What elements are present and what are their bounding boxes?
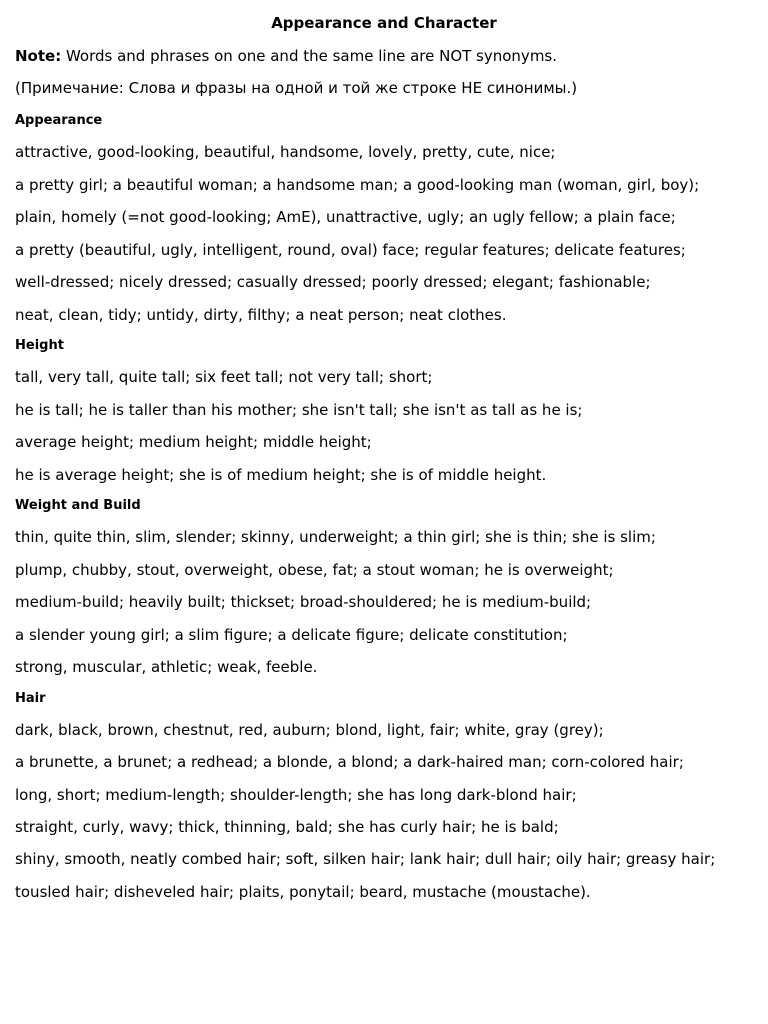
vocabulary-line: a pretty girl; a beautiful woman; a handsome man; a good-looking man (woman, girl, boy); [15, 175, 700, 194]
vocabulary-line: a pretty (beautiful, ugly, intelligent, round, oval) face; regular features; delicate features; [15, 240, 686, 259]
vocabulary-line: he is tall; he is taller than his mother; she isn't tall; she isn't as tall as he is; [15, 400, 583, 419]
vocabulary-line: shiny, smooth, neatly combed hair; soft, silken hair; lank hair; dull hair; oily hair; greasy hair; [15, 849, 716, 868]
vocabulary-line: he is average height; she is of medium height; she is of middle height. [15, 465, 547, 484]
note-label: Note: [15, 47, 62, 65]
vocabulary-list [15, 720, 751, 902]
page-title: Appearance and Character [271, 14, 497, 32]
section-heading: Appearance [15, 113, 103, 128]
vocabulary-line: well-dressed; nicely dressed; casually dressed; poorly dressed; elegant; fashionable; [15, 273, 651, 291]
vocabulary-line: neat, clean, tidy; untidy, dirty, filthy; a neat person; neat clothes. [15, 305, 507, 324]
vocabulary-line: plain, homely (=not good-looking; AmE), unattractive, ugly; an ugly fellow; a plain face; [15, 208, 676, 226]
vocabulary-line: thin, quite thin, slim, slender; skinny, underweight; a thin girl; she is thin; she is slim; [15, 528, 656, 546]
vocabulary-line: average height; medium height; middle height; [15, 433, 372, 451]
section-hair [15, 690, 751, 902]
vocabulary-line: plump, chubby, stout, overweight, obese, fat; a stout woman; he is overweight; [15, 560, 614, 579]
vocabulary-list [15, 142, 751, 325]
document-body [15, 46, 751, 914]
vocabulary-line: tousled hair; disheveled hair; plaits, ponytail; beard, mustache (moustache). [15, 882, 591, 901]
vocabulary-list [15, 367, 751, 485]
vocabulary-list [15, 527, 751, 677]
vocabulary-line: attractive, good-looking, beautiful, handsome, lovely, pretty, cute, nice; [15, 143, 556, 161]
vocabulary-line: dark, black, brown, chestnut, red, auburn; blond, light, fair; white, gray (grey); [15, 720, 604, 739]
section-appearance [15, 112, 751, 325]
section-heading: Weight and Build [15, 498, 141, 513]
section-heading: Hair [15, 690, 46, 706]
section-heading: Height [15, 338, 64, 353]
vocabulary-line: medium-build; heavily built; thickset; broad-shouldered; he is medium-build; [15, 593, 592, 611]
note-russian: (Примечание: Слова и фразы на одной и той же строке НЕ синонимы.) [15, 79, 578, 97]
vocabulary-line: straight, curly, wavy; thick, thinning, bald; she has curly hair; he is bald; [15, 818, 559, 836]
vocabulary-line: a brunette, a brunet; a redhead; a blonde, a blond; a dark-haired man; corn-colored hair; [15, 753, 684, 771]
section-height [15, 337, 751, 485]
vocabulary-line: strong, muscular, athletic; weak, feeble. [15, 658, 318, 676]
sections-container [15, 112, 751, 902]
vocabulary-line: tall, very tall, quite tall; six feet tall; not very tall; short; [15, 368, 433, 386]
section-weight-and-build [15, 497, 751, 677]
note-line [15, 46, 751, 66]
note-text: Words and phrases on one and the same line are NOT synonyms. [61, 47, 558, 65]
vocabulary-line: long, short; medium-length; shoulder-length; she has long dark-blond hair; [15, 785, 577, 804]
vocabulary-line: a slender young girl; a slim figure; a delicate figure; delicate constitution; [15, 625, 568, 644]
